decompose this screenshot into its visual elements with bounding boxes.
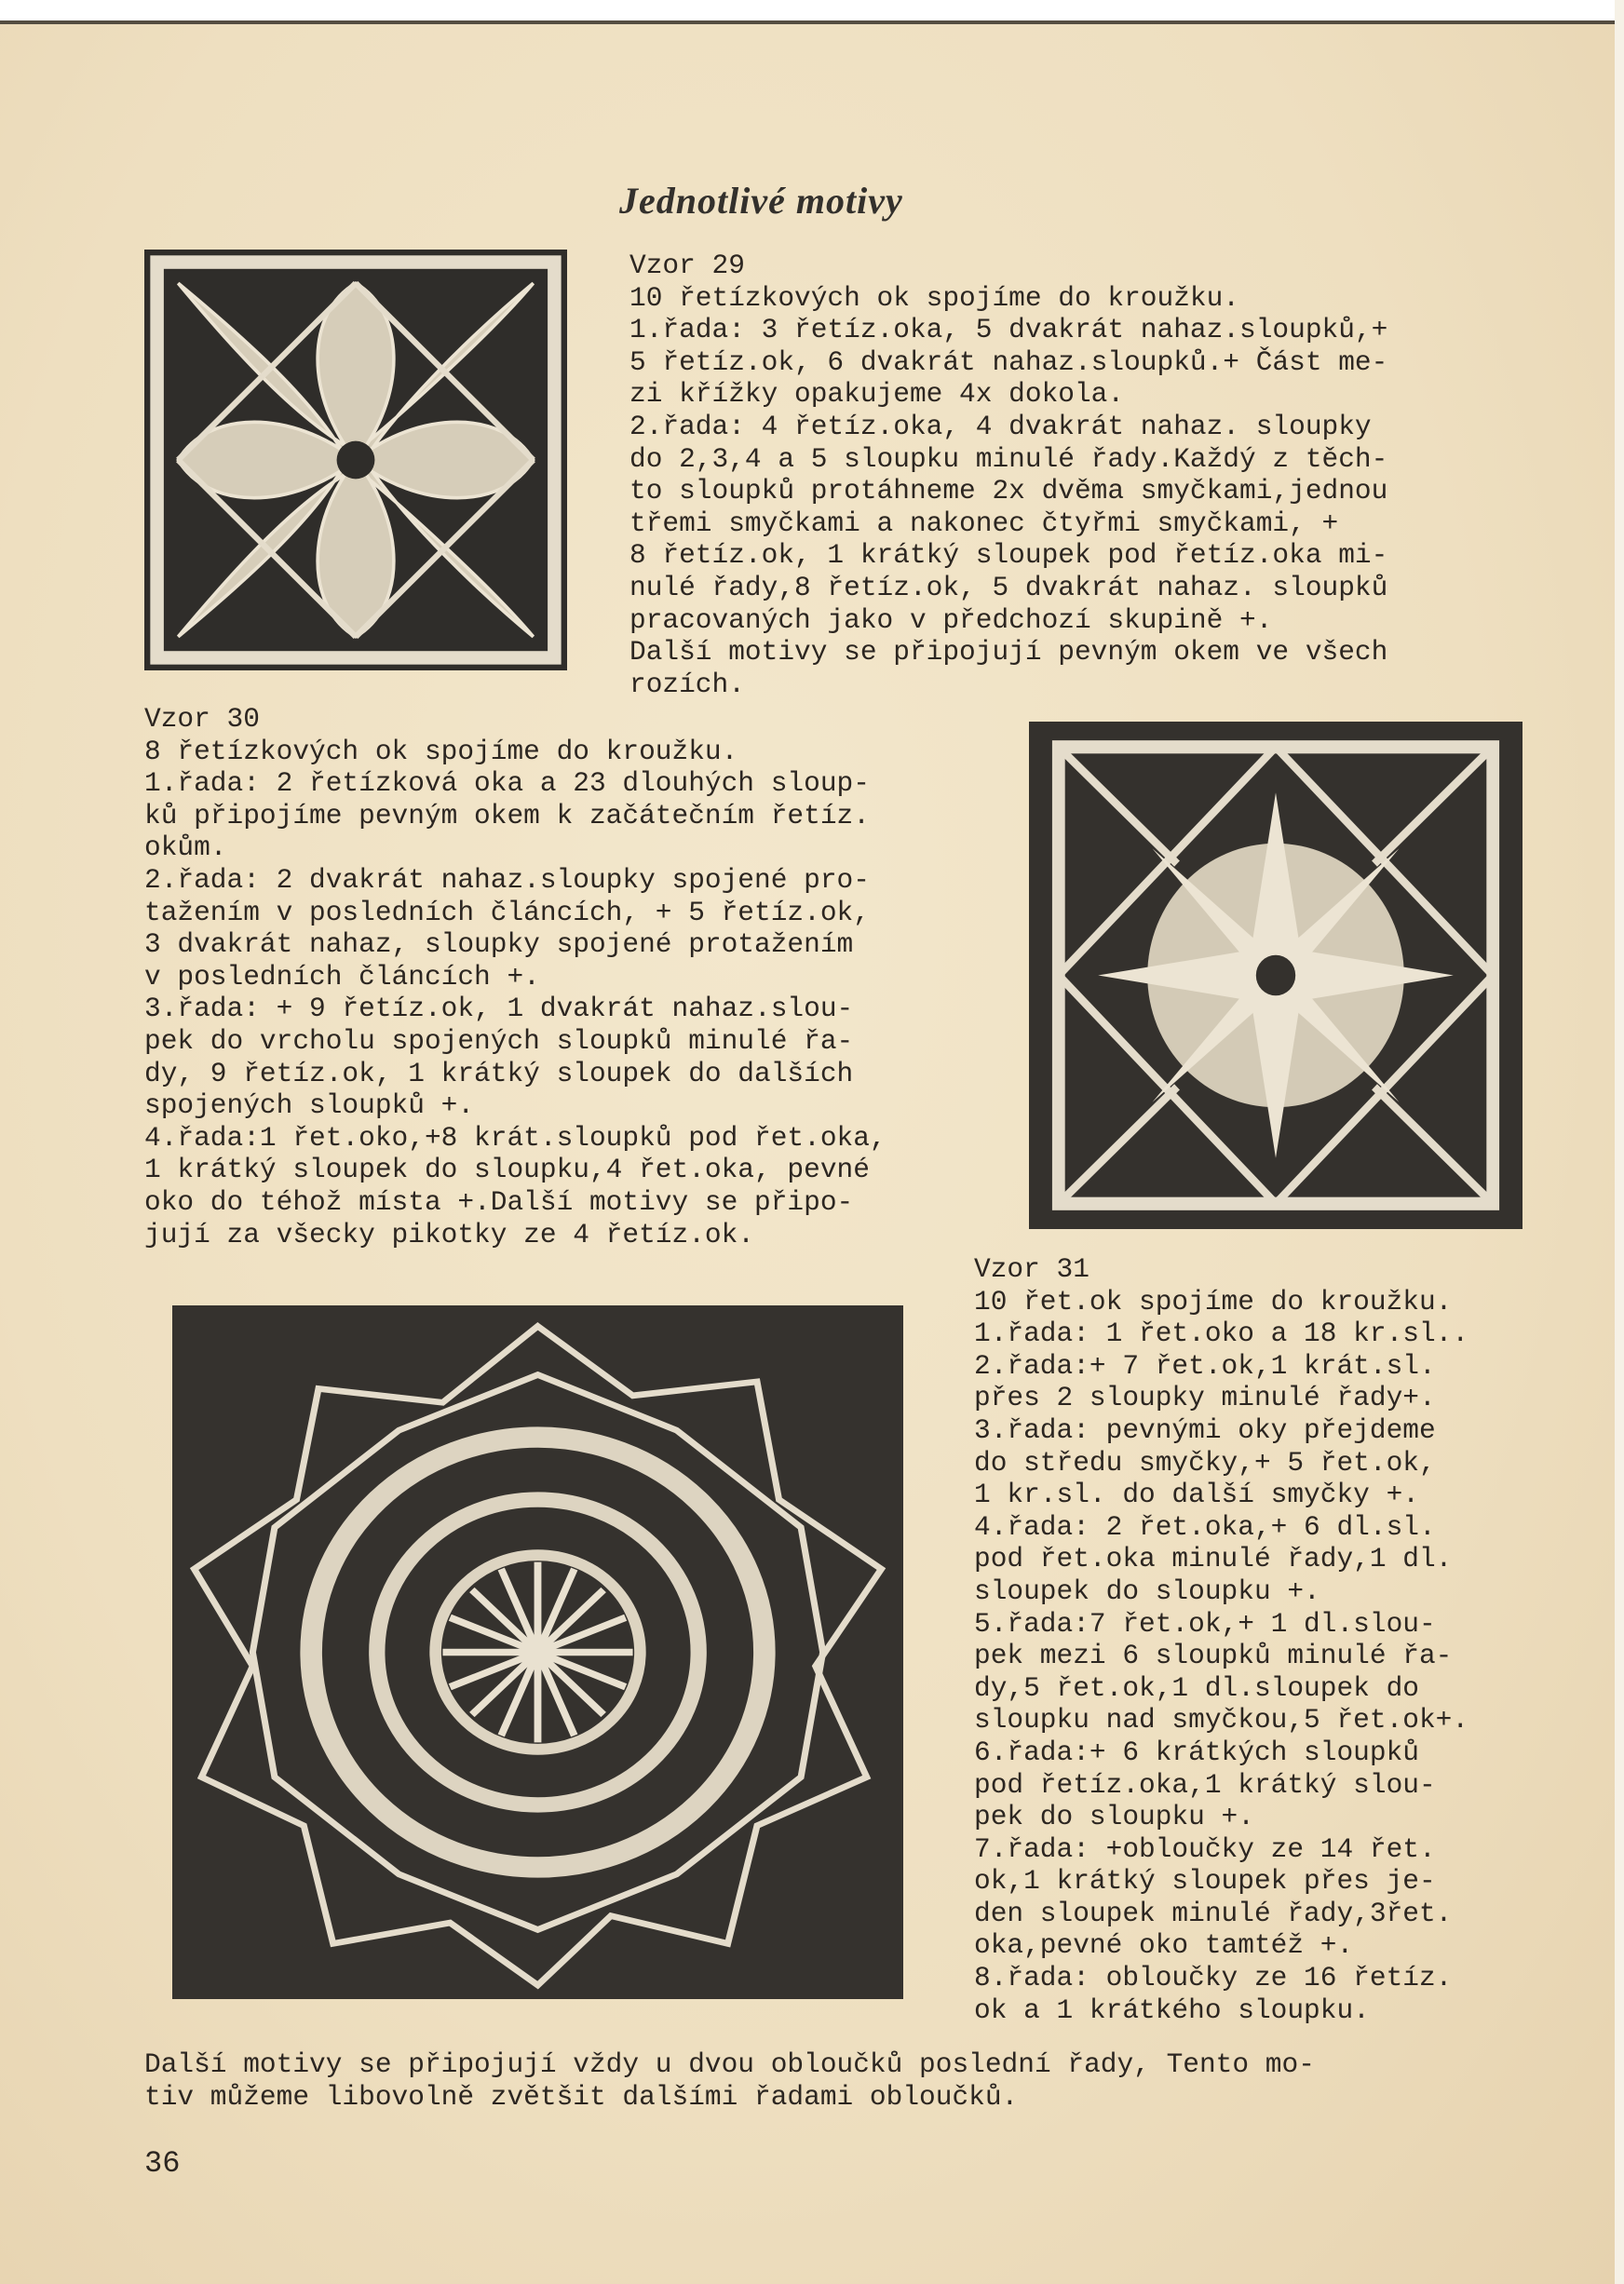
- text-line: pod řet.oka minulé řady,1 dl.: [974, 1543, 1453, 1575]
- text-line: oko do téhož místa +.Další motivy se připo-: [144, 1185, 854, 1218]
- text-line: okům.: [144, 831, 227, 864]
- page-number: 36: [144, 2146, 181, 2181]
- text-line: 8 řetíz.ok, 1 krátký sloupek pod řetíz.oka mi-: [629, 539, 1388, 572]
- text-line: rozích.: [629, 668, 745, 700]
- text-line: 2.řada: 2 dvakrát nahaz.sloupky spojené pro-: [144, 863, 870, 896]
- text-line: Vzor 31: [974, 1253, 1089, 1285]
- text-line: 3.řada: + 9 řetíz.ok, 1 dvakrát nahaz.slou-: [144, 993, 854, 1025]
- text-line: 8 řetízkových ok spojíme do kroužku.: [144, 735, 738, 767]
- text-line: pek do sloupku +.: [974, 1801, 1254, 1833]
- text-line: 6.řada:+ 6 krátkých sloupků: [974, 1736, 1419, 1768]
- vzor-29-photo: [144, 250, 567, 670]
- text-line: dy, 9 řetíz.ok, 1 krátký sloupek do dalších: [144, 1057, 854, 1089]
- text-line: do 2,3,4 a 5 sloupku minulé řady.Každý z těch-: [629, 442, 1388, 475]
- text-line: to sloupků protáhneme 2x dvěma smyčkami,jednou: [629, 475, 1388, 507]
- text-line: 2.řada: 4 řetíz.oka, 4 dvakrát nahaz. sloupky: [629, 410, 1372, 442]
- text-line: tiv můžeme libovolně zvětšit dalšími řadami obloučků.: [144, 2080, 1019, 2113]
- text-line: 2.řada:+ 7 řet.ok,1 krát.sl.: [974, 1349, 1436, 1382]
- text-line: pracovaných jako v předchozí skupině +.: [629, 603, 1273, 636]
- text-line: 1 kr.sl. do další smyčky +.: [974, 1479, 1419, 1511]
- text-line: 4.řada:1 řet.oko,+8 krát.sloupků pod řet.oka,: [144, 1121, 886, 1154]
- text-line: přes 2 sloupky minulé řady+.: [974, 1382, 1436, 1414]
- text-line: 10 řet.ok spojíme do kroužku.: [974, 1285, 1453, 1318]
- text-line: pek mezi 6 sloupků minulé řa-: [974, 1640, 1453, 1672]
- text-line: ok,1 krátký sloupek přes je-: [974, 1865, 1436, 1898]
- text-line: 3 dvakrát nahaz, sloupky spojené protažením: [144, 928, 854, 961]
- text-line: v posledních článcích +.: [144, 960, 540, 993]
- text-line: 1 krátký sloupek do sloupku,4 řet.oka, pevné: [144, 1154, 870, 1186]
- text-line: jují za všecky pikotky ze 4 řetíz.ok.: [144, 1218, 755, 1250]
- text-line: 5 řetíz.ok, 6 dvakrát nahaz.sloupků.+ Část me-: [629, 345, 1388, 378]
- text-line: ok a 1 krátkého sloupku.: [974, 1993, 1370, 2026]
- vzor-30-photo: [1029, 722, 1522, 1229]
- text-line: 4.řada: 2 řet.oka,+ 6 dl.sl.: [974, 1510, 1436, 1543]
- text-line: 8.řada: obloučky ze 16 řetíz.: [974, 1962, 1453, 1994]
- page-title: Jednotlivé motivy: [619, 180, 903, 222]
- text-line: Vzor 30: [144, 703, 260, 735]
- text-line: 1.řada: 3 řetíz.oka, 5 dvakrát nahaz.sloupků,+: [629, 314, 1388, 346]
- vzor-31-photo: [172, 1305, 903, 1999]
- text-line: 7.řada: +obloučky ze 14 řet.: [974, 1832, 1436, 1865]
- vzor-29-text: [629, 250, 1387, 700]
- text-line: Další motivy se připojují vždy u dvou obloučků poslední řady, Tento mo-: [144, 2048, 1315, 2080]
- text-line: třemi smyčkami a nakonec čtyřmi smyčkami, +: [629, 507, 1339, 539]
- text-line: ků připojíme pevným okem k začátečním řetíz.: [144, 799, 870, 831]
- text-line: oka,pevné oko tamtéž +.: [974, 1929, 1354, 1962]
- text-line: 1.řada: 2 řetízková oka a 23 dlouhých sloup-: [144, 767, 870, 800]
- text-line: sloupku nad smyčkou,5 řet.ok+.: [974, 1704, 1469, 1737]
- text-line: Vzor 29: [629, 250, 745, 281]
- text-line: den sloupek minulé řady,3řet.: [974, 1897, 1453, 1929]
- text-line: tažením v posledních článcích, + 5 řetíz.ok,: [144, 896, 870, 928]
- footer-text: [144, 2048, 1315, 2113]
- text-line: 1.řada: 1 řet.oko a 18 kr.sl..: [974, 1318, 1469, 1350]
- text-line: zi křížky opakujeme 4x dokola.: [629, 378, 1125, 411]
- text-line: spojených sloupků +.: [144, 1089, 475, 1122]
- text-line: Další motivy se připojují pevným okem ve všech: [629, 636, 1388, 669]
- text-line: pod řetíz.oka,1 krátký slou-: [974, 1768, 1436, 1801]
- text-line: do středu smyčky,+ 5 řet.ok,: [974, 1446, 1436, 1479]
- text-line: dy,5 řet.ok,1 dl.sloupek do: [974, 1671, 1419, 1704]
- text-line: nulé řady,8 řetíz.ok, 5 dvakrát nahaz. sloupků: [629, 571, 1388, 603]
- vzor-30-text: [144, 703, 886, 1250]
- text-line: sloupek do sloupku +.: [974, 1574, 1320, 1607]
- page-top-edge: [0, 20, 1624, 24]
- scan-top-margin: [0, 0, 1624, 20]
- vzor-31-text: [974, 1253, 1468, 2026]
- scan-right-margin: [1615, 0, 1624, 2284]
- text-line: 3.řada: pevnými oky přejdeme: [974, 1413, 1436, 1446]
- text-line: pek do vrcholu spojených sloupků minulé řa-: [144, 1024, 854, 1057]
- text-line: 5.řada:7 řet.ok,+ 1 dl.slou-: [974, 1607, 1436, 1640]
- text-line: 10 řetízkových ok spojíme do kroužku.: [629, 281, 1240, 314]
